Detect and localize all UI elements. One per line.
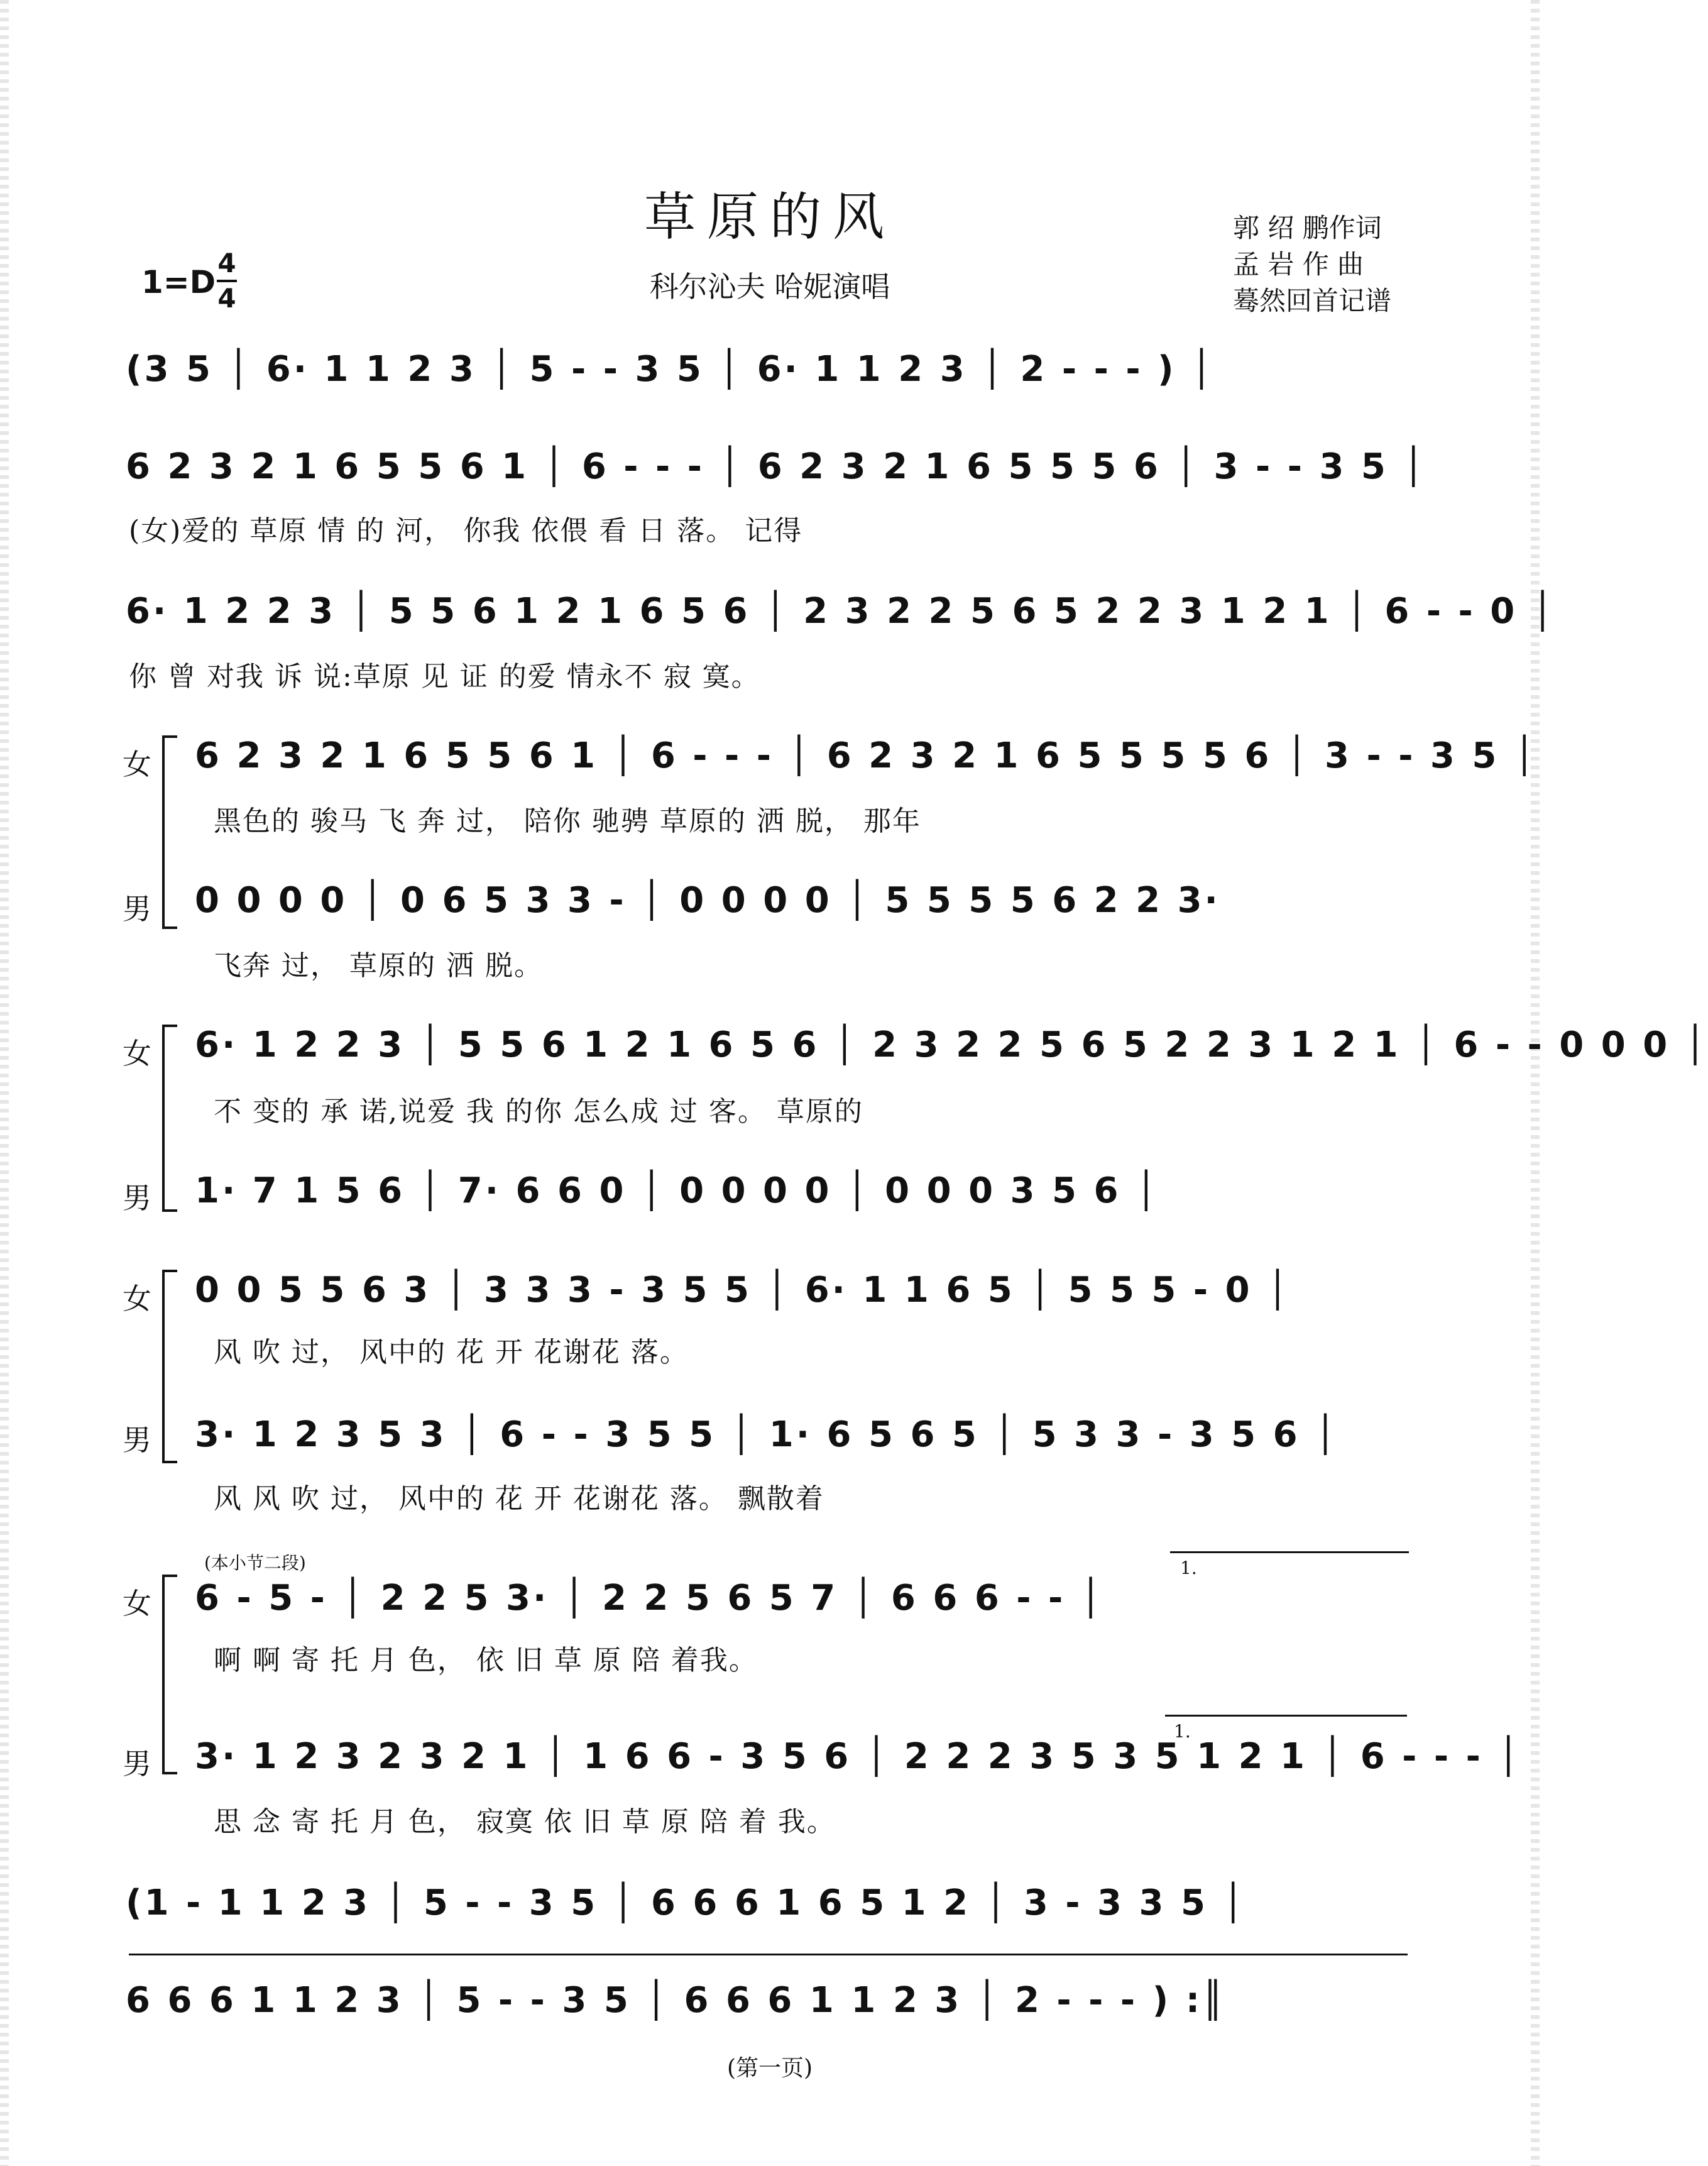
time-signature: [217, 248, 237, 314]
lyric-row-4-male: 飞奔 过， 草原的 洒 脱。: [214, 950, 543, 982]
score-row-1: (3 5 │ 6· 1 1 2 3 │ 5 - - 3 5 │ 6· 1 1 2 3 │ 2 - - - ) │: [126, 349, 1215, 390]
part-label-male: 男: [123, 892, 151, 926]
score-row-8: (1 - 1 1 2 3 │ 5 - - 3 5 │ 6 6 6 1 6 5 1 2 │ 3 - 3 3 5 │: [126, 1883, 1247, 1923]
time-top: 4: [217, 248, 236, 278]
ending-bracket: [1165, 1715, 1407, 1717]
system-brace: [162, 1575, 177, 1774]
composer: 孟 岩 作 曲: [1233, 249, 1364, 280]
part-label-female: 女: [123, 1586, 151, 1620]
score-row-4-female: 6 2 3 2 1 6 5 5 6 1 │ 6 - - - │ 6 2 3 2 1 6 5 5 5 5 6 │ 3 - - 3 5 │: [195, 735, 1538, 776]
page-footer: (第一页): [726, 2055, 813, 2081]
ending-1-label: 1.: [1180, 1558, 1197, 1578]
lyric-row-2: (女)爱的 草原 情 的 河， 你我 依偎 看 日 落。 记得: [129, 515, 803, 547]
ending-bracket: [1170, 1551, 1409, 1553]
part-label-female: 女: [123, 747, 151, 781]
lyric-row-5-female: 不 变的 承 诺,说爱 我 的你 怎么成 过 客。 草原的: [214, 1096, 863, 1128]
score-row-4-male: 0 0 0 0 │ 0 6 5 3 3 - │ 0 0 0 0 │ 5 5 5 5 6 2 2 3·: [195, 880, 1220, 921]
score-row-5-male: 1· 7 1 5 6 │ 7· 6 6 0 │ 0 0 0 0 │ 0 0 0 3 5 6 │: [195, 1170, 1159, 1211]
score-row-6-female: 0 0 5 5 6 3 │ 3 3 3 - 3 5 5 │ 6· 1 1 6 5 │ 5 5 5 - 0 │: [195, 1270, 1291, 1311]
system-brace: [162, 1025, 177, 1212]
lyric-row-7-female: 啊 啊 寄 托 月 色， 依 旧 草 原 陪 着我。: [214, 1644, 758, 1676]
lyric-row-4-female: 黑色的 骏马 飞 奔 过， 陪你 驰骋 草原的 洒 脱， 那年: [214, 805, 921, 837]
system-brace: [162, 1270, 177, 1463]
score-row-7-male: 3· 1 2 3 2 3 2 1 │ 1 6 6 - 3 5 6 │ 2 2 2 3 5 3 5 1 2 1 │ 6 - - - │: [195, 1736, 1522, 1777]
key-signature: 1=D: [141, 264, 216, 300]
score-row-2: 6 2 3 2 1 6 5 5 6 1 │ 6 - - - │ 6 2 3 2 1 6 5 5 5 6 │ 3 - - 3 5 │: [126, 446, 1427, 487]
ending-bracket-long: [129, 1954, 1408, 1955]
lyric-row-6-male: 风 风 吹 过， 风中的 花 开 花谢花 落。 飘散着: [214, 1483, 824, 1515]
lyric-row-3: 你 曾 对我 诉 说:草原 见 证 的爱 情永不 寂 寞。: [129, 661, 760, 693]
part-label-female: 女: [123, 1282, 151, 1316]
score-row-5-female: 6· 1 2 2 3 │ 5 5 6 1 2 1 6 5 6 │ 2 3 2 2 5 6 5 2 2 3 1 2 1 │ 6 - - 0 0 0 │: [195, 1025, 1708, 1065]
lyric-row-7-male: 思 念 寄 托 月 色， 寂寞 依 旧 草 原 陪 着 我。: [214, 1806, 836, 1838]
time-line: [217, 280, 237, 282]
transcriber: 蓦然回首记谱: [1233, 285, 1392, 316]
singers: 科尔沁夫 哈妮演唱: [649, 270, 890, 304]
part-label-female: 女: [123, 1036, 151, 1070]
second-verse-note: (本小节二段): [204, 1553, 306, 1573]
lyricist: 郭 绍 鹏作词: [1233, 212, 1382, 243]
page-border-left: [0, 0, 9, 2166]
score-row-9: 6 6 6 1 1 2 3 │ 5 - - 3 5 │ 6 6 6 1 1 2 3 │ 2 - - - ) :║: [126, 1980, 1226, 2021]
time-bottom: 4: [217, 283, 236, 314]
part-label-male: 男: [123, 1423, 151, 1457]
part-label-male: 男: [123, 1181, 151, 1215]
song-title: 草原的风: [643, 187, 895, 247]
lyric-row-6-female: 风 吹 过， 风中的 花 开 花谢花 落。: [214, 1336, 689, 1368]
score-row-7-female: 6 - 5 - │ 2 2 5 3· │ 2 2 5 6 5 7 │ 6 6 6 - - │: [195, 1578, 1104, 1619]
score-row-6-male: 3· 1 2 3 5 3 │ 6 - - 3 5 5 │ 1· 6 5 6 5 │ 5 3 3 - 3 5 6 │: [195, 1414, 1338, 1455]
system-brace: [162, 735, 177, 929]
page-border-right: [1531, 0, 1540, 2166]
ending-1-label: 1.: [1174, 1721, 1191, 1742]
part-label-male: 男: [123, 1747, 151, 1781]
score-row-3: 6· 1 2 2 3 │ 5 5 6 1 2 1 6 5 6 │ 2 3 2 2 5 6 5 2 2 3 1 2 1 │ 6 - - 0 │: [126, 591, 1556, 632]
